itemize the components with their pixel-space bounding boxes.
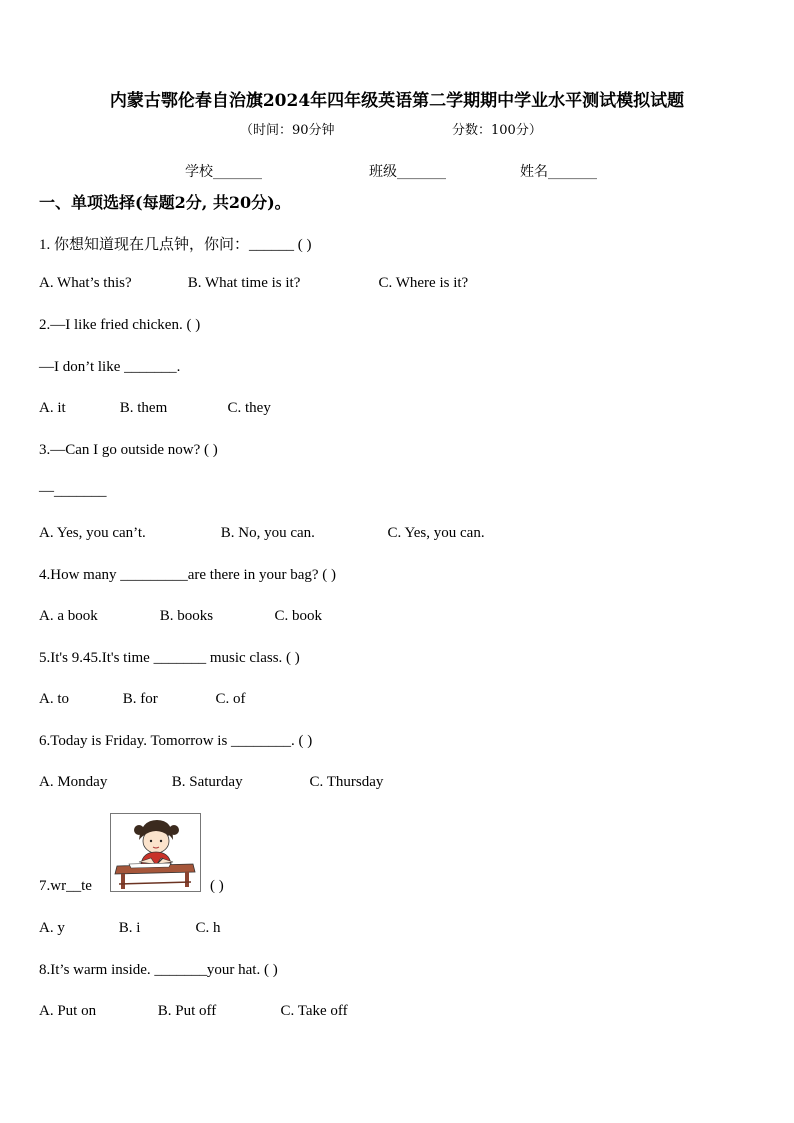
girl-writing-picture <box>110 813 201 892</box>
exam-score: 分数：100分） <box>452 123 542 138</box>
option-b: B. i <box>118 920 141 936</box>
question-3: 3.—Can I go outside now? ( ) <box>39 442 218 458</box>
option-b: B. them <box>119 400 168 416</box>
option-c: C. Where is it? <box>378 275 469 291</box>
option-c: C. Take off <box>280 1003 348 1019</box>
option-c: C. book <box>274 608 323 624</box>
option-c: C. Thursday <box>309 774 384 790</box>
option-c: C. of <box>215 691 246 707</box>
question-4: 4.How many _________are there in your bag? ( ) <box>39 567 336 583</box>
option-c: C. h <box>195 920 221 936</box>
option-a: A. it <box>39 400 66 416</box>
option-b: B. What time is it? <box>187 275 301 291</box>
section-heading: 一、单项选择(每题2分, 共20分)。 <box>39 193 291 212</box>
option-a: A. to <box>39 691 69 707</box>
options-3 <box>39 525 485 542</box>
option-c: C. they <box>227 400 271 416</box>
question-1: 1. 你想知道现在几点钟，你问：______ ( ) <box>39 237 312 253</box>
girl-writing-icon <box>111 814 200 891</box>
option-b: B. books <box>159 608 214 624</box>
option-a: A. What’s this? <box>39 275 132 291</box>
option-a: A. Put on <box>39 1003 97 1019</box>
exam-time: （时间：90分钟 <box>240 123 335 138</box>
question-3-reply: —_______ <box>39 483 107 499</box>
option-b: B. Put off <box>157 1003 217 1019</box>
options-2 <box>39 400 271 417</box>
question-2-reply: —I don’t like _______. <box>39 359 181 375</box>
options-5 <box>39 691 246 708</box>
option-a: A. Monday <box>39 774 108 790</box>
option-c: C. Yes, you can. <box>387 525 485 541</box>
question-6: 6.Today is Friday. Tomorrow is ________. ( ) <box>39 733 313 749</box>
question-5: 5.It's 9.45.It's time _______ music class. ( ) <box>39 650 300 666</box>
school-field: 学校_______ <box>185 164 262 180</box>
option-b: B. for <box>122 691 158 707</box>
option-a: A. y <box>39 920 65 936</box>
question-7-answer-paren: ( ) <box>210 878 224 894</box>
options-7 <box>39 920 221 937</box>
option-b: B. No, you can. <box>220 525 315 541</box>
question-2: 2.—I like fried chicken. ( ) <box>39 317 201 333</box>
option-a: A. Yes, you can’t. <box>39 525 146 541</box>
option-a: A. a book <box>39 608 98 624</box>
options-4 <box>39 608 322 625</box>
class-field: 班级_______ <box>369 164 446 180</box>
options-8 <box>39 1003 348 1020</box>
exam-title: 内蒙古鄂伦春自治旗2024年四年级英语第二学期期中学业水平测试模拟试题 <box>109 91 685 111</box>
question-7: 7.wr__te <box>39 878 92 894</box>
option-b: B. Saturday <box>171 774 243 790</box>
options-6 <box>39 774 383 791</box>
name-field: 姓名_______ <box>520 164 597 180</box>
options-1 <box>39 275 468 292</box>
question-8: 8.It’s warm inside. _______your hat. ( ) <box>39 962 278 978</box>
